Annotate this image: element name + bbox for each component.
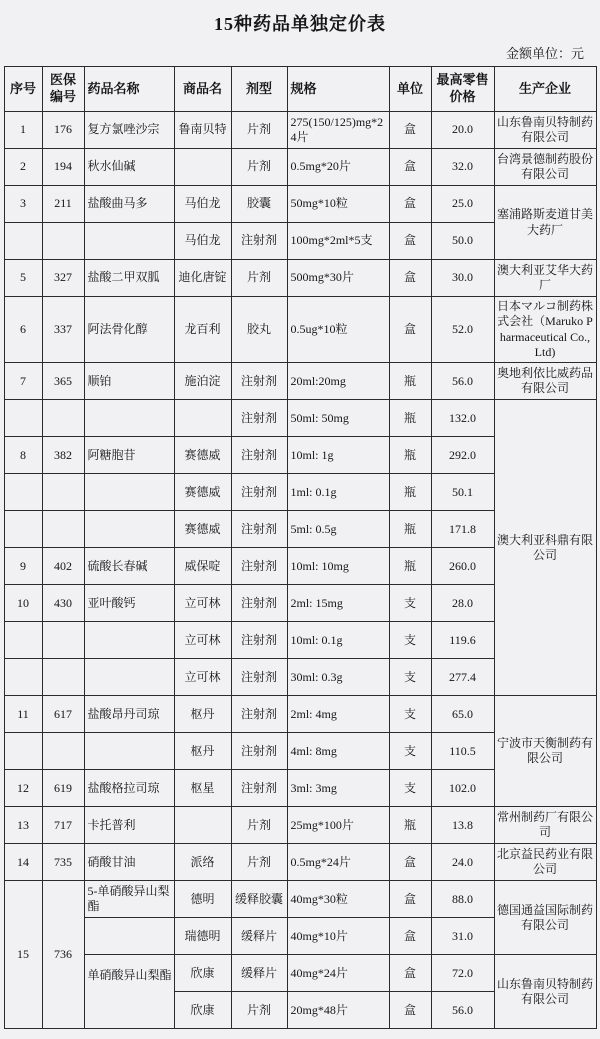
table-row [4,844,596,881]
cell-unit: 盒 [389,186,431,223]
cell-maker: 德国通益国际制药有限公司 [494,881,596,955]
cell-price: 25.0 [431,186,494,223]
table-row [4,186,596,223]
cell-unit: 盒 [389,844,431,881]
cell-maker: 台湾景德制药股份有限公司 [494,149,596,186]
cell-brand: 鲁南贝特 [174,112,231,149]
cell-form: 胶囊 [231,186,287,223]
cell-unit: 盒 [389,149,431,186]
cell-price: 52.0 [431,297,494,363]
cell-spec: 100mg*2ml*5支 [287,223,389,260]
cell-code: 735 [42,844,84,881]
cell-brand: 赛德威 [174,474,231,511]
cell-price: 119.6 [431,622,494,659]
header-no: 序号 [4,67,42,112]
cell-price: 260.0 [431,548,494,585]
table-body [4,112,596,1029]
cell-form: 片剂 [231,112,287,149]
cell-drug: 卡托普利 [84,807,174,844]
cell-price: 50.1 [431,474,494,511]
cell-code: 619 [42,770,84,807]
cell-unit: 瓶 [389,807,431,844]
cell-no: 5 [4,260,42,297]
cell-spec: 40mg*30粒 [287,881,389,918]
cell-price: 56.0 [431,363,494,400]
cell-no [4,511,42,548]
cell-drug: 盐酸二甲双胍 [84,260,174,297]
cell-brand: 立可林 [174,585,231,622]
cell-form: 注射剂 [231,770,287,807]
cell-unit: 支 [389,733,431,770]
cell-price: 292.0 [431,437,494,474]
cell-spec: 3ml: 3mg [287,770,389,807]
cell-brand: 枢星 [174,770,231,807]
cell-code [42,400,84,437]
cell-maker: 日本マルコ制药株式会社（Maruko Pharmaceutical Co.,Ltd) [494,297,596,363]
page-title: 15种药品单独定价表 [214,14,386,34]
cell-no: 2 [4,149,42,186]
cell-spec: 2ml: 15mg [287,585,389,622]
cell-no [4,400,42,437]
cell-form: 片剂 [231,844,287,881]
cell-form: 注射剂 [231,511,287,548]
cell-drug: 盐酸曲马多 [84,186,174,223]
table-row [4,881,596,918]
cell-no: 11 [4,696,42,733]
cell-price: 30.0 [431,260,494,297]
cell-drug: 盐酸昂丹司琼 [84,696,174,733]
cell-brand: 欣康 [174,992,231,1029]
cell-form: 片剂 [231,149,287,186]
cell-code: 194 [42,149,84,186]
cell-maker: 山东鲁南贝特制药有限公司 [494,955,596,1029]
cell-spec: 500mg*30片 [287,260,389,297]
cell-maker: 常州制药厂有限公司 [494,807,596,844]
cell-form: 注射剂 [231,696,287,733]
cell-unit: 瓶 [389,437,431,474]
cell-maker: 塞浦路斯麦道甘美大药厂 [494,186,596,260]
cell-code [42,511,84,548]
table-row [4,807,596,844]
cell-spec: 10ml: 1g [287,437,389,474]
cell-unit: 盒 [389,260,431,297]
cell-no: 6 [4,297,42,363]
header-row [4,67,596,112]
cell-unit: 瓶 [389,363,431,400]
cell-spec: 20mg*48片 [287,992,389,1029]
cell-drug [84,223,174,260]
cell-unit: 瓶 [389,548,431,585]
drug-pricing-table [4,66,597,1029]
cell-maker: 澳大利亚艾华大药厂 [494,260,596,297]
table-row [4,297,596,363]
cell-form: 注射剂 [231,363,287,400]
cell-spec: 0.5mg*20片 [287,149,389,186]
cell-spec: 30ml: 0.3g [287,659,389,696]
cell-form: 片剂 [231,992,287,1029]
cell-brand [174,400,231,437]
cell-price: 50.0 [431,223,494,260]
cell-spec: 40mg*24片 [287,955,389,992]
cell-maker: 宁波市天衡制药有限公司 [494,696,596,807]
cell-form: 注射剂 [231,400,287,437]
cell-maker: 山东鲁南贝特制药有限公司 [494,112,596,149]
cell-brand: 赛德威 [174,511,231,548]
header-unit: 单位 [389,67,431,112]
cell-brand: 赛德威 [174,437,231,474]
cell-brand: 施泊淀 [174,363,231,400]
cell-spec: 275(150/125)mg*24片 [287,112,389,149]
cell-price: 65.0 [431,696,494,733]
cell-maker: 北京益民药业有限公司 [494,844,596,881]
cell-form: 注射剂 [231,585,287,622]
cell-brand: 欣康 [174,955,231,992]
cell-price: 24.0 [431,844,494,881]
cell-unit: 支 [389,622,431,659]
cell-no [4,474,42,511]
cell-form: 缓释片 [231,918,287,955]
cell-price: 32.0 [431,149,494,186]
cell-code: 717 [42,807,84,844]
cell-no: 9 [4,548,42,585]
cell-spec: 0.5ug*10粒 [287,297,389,363]
cell-spec: 20ml:20mg [287,363,389,400]
cell-brand: 枢丹 [174,733,231,770]
cell-unit: 瓶 [389,511,431,548]
table-row [4,112,596,149]
cell-price: 171.8 [431,511,494,548]
cell-form: 注射剂 [231,548,287,585]
cell-brand [174,807,231,844]
cell-brand [174,149,231,186]
cell-price: 132.0 [431,400,494,437]
header-drug: 药品名称 [84,67,174,112]
table-row [4,149,596,186]
cell-form: 片剂 [231,260,287,297]
cell-brand: 枢丹 [174,696,231,733]
cell-brand: 立可林 [174,622,231,659]
cell-unit: 盒 [389,297,431,363]
cell-unit: 支 [389,585,431,622]
cell-brand: 派络 [174,844,231,881]
table-row [4,260,596,297]
cell-code: 382 [42,437,84,474]
cell-code [42,223,84,260]
cell-unit: 支 [389,659,431,696]
cell-brand: 龙百利 [174,297,231,363]
cell-maker: 奥地利依比威药品有限公司 [494,363,596,400]
cell-price: 56.0 [431,992,494,1029]
cell-drug [84,659,174,696]
header-brand: 商品名 [174,67,231,112]
cell-price: 277.4 [431,659,494,696]
cell-drug: 5-单硝酸异山梨酯 [84,881,174,918]
table-header [4,67,596,112]
cell-price: 31.0 [431,918,494,955]
cell-price: 28.0 [431,585,494,622]
cell-drug [84,918,174,955]
cell-price: 20.0 [431,112,494,149]
header-price: 最高零售价格 [431,67,494,112]
cell-no: 10 [4,585,42,622]
cell-no: 3 [4,186,42,223]
cell-spec: 10ml: 10mg [287,548,389,585]
cell-brand: 瑞德明 [174,918,231,955]
cell-code [42,733,84,770]
cell-drug: 顺铂 [84,363,174,400]
cell-drug: 亚叶酸钙 [84,585,174,622]
cell-no [4,659,42,696]
cell-spec: 10ml: 0.1g [287,622,389,659]
cell-spec: 25mg*100片 [287,807,389,844]
cell-price: 88.0 [431,881,494,918]
cell-drug: 硫酸长春碱 [84,548,174,585]
cell-price: 72.0 [431,955,494,992]
cell-no: 12 [4,770,42,807]
cell-unit: 盒 [389,881,431,918]
cell-code: 327 [42,260,84,297]
cell-form: 注射剂 [231,659,287,696]
cell-brand: 威保啶 [174,548,231,585]
cell-unit: 盒 [389,112,431,149]
cell-unit: 支 [389,770,431,807]
cell-form: 注射剂 [231,733,287,770]
cell-no: 1 [4,112,42,149]
cell-code: 402 [42,548,84,585]
cell-no: 14 [4,844,42,881]
cell-no: 8 [4,437,42,474]
header-spec: 规格 [287,67,389,112]
cell-unit: 盒 [389,223,431,260]
cell-drug: 单硝酸异山梨酯 [84,955,174,1029]
cell-drug: 硝酸甘油 [84,844,174,881]
cell-code [42,622,84,659]
cell-unit: 盒 [389,955,431,992]
cell-unit: 瓶 [389,400,431,437]
cell-price: 13.8 [431,807,494,844]
cell-code: 736 [42,881,84,1029]
cell-code: 211 [42,186,84,223]
header-form: 剂型 [231,67,287,112]
cell-form: 缓释胶囊 [231,881,287,918]
table-row [4,363,596,400]
cell-price: 102.0 [431,770,494,807]
cell-drug: 阿糖胞苷 [84,437,174,474]
cell-form: 注射剂 [231,474,287,511]
cell-code [42,474,84,511]
cell-spec: 5ml: 0.5g [287,511,389,548]
cell-no: 15 [4,881,42,1029]
cell-spec: 40mg*10片 [287,918,389,955]
cell-price: 110.5 [431,733,494,770]
cell-spec: 2ml: 4mg [287,696,389,733]
cell-code [42,659,84,696]
cell-no: 7 [4,363,42,400]
table-row [4,696,596,733]
cell-brand: 马伯龙 [174,186,231,223]
cell-brand: 马伯龙 [174,223,231,260]
cell-form: 缓释片 [231,955,287,992]
cell-spec: 50mg*10粒 [287,186,389,223]
cell-unit: 盒 [389,918,431,955]
cell-brand: 德明 [174,881,231,918]
cell-form: 注射剂 [231,437,287,474]
cell-drug: 秋水仙碱 [84,149,174,186]
cell-spec: 4ml: 8mg [287,733,389,770]
cell-drug [84,474,174,511]
cell-brand: 迪化唐锭 [174,260,231,297]
cell-drug [84,733,174,770]
cell-no: 13 [4,807,42,844]
cell-drug: 阿法骨化醇 [84,297,174,363]
header-maker: 生产企业 [494,67,596,112]
table-row [4,400,596,437]
cell-code: 617 [42,696,84,733]
cell-drug: 盐酸格拉司琼 [84,770,174,807]
cell-code: 365 [42,363,84,400]
cell-maker: 澳大利亚科鼎有限公司 [494,400,596,696]
cell-form: 注射剂 [231,622,287,659]
cell-spec: 1ml: 0.1g [287,474,389,511]
cell-spec: 50ml: 50mg [287,400,389,437]
header-code: 医保编号 [42,67,84,112]
cell-brand: 立可林 [174,659,231,696]
cell-spec: 0.5mg*24片 [287,844,389,881]
cell-form: 注射剂 [231,223,287,260]
cell-no [4,733,42,770]
cell-drug: 复方氯唑沙宗 [84,112,174,149]
cell-drug [84,511,174,548]
cell-code: 430 [42,585,84,622]
cell-form: 片剂 [231,807,287,844]
cell-unit: 瓶 [389,474,431,511]
table-row [4,955,596,992]
cell-form: 胶丸 [231,297,287,363]
cell-unit: 支 [389,696,431,733]
cell-unit: 盒 [389,992,431,1029]
cell-code: 337 [42,297,84,363]
cell-drug [84,622,174,659]
cell-drug [84,400,174,437]
unit-note: 金额单位：元 [505,46,584,61]
cell-code: 176 [42,112,84,149]
cell-no [4,223,42,260]
cell-no [4,622,42,659]
